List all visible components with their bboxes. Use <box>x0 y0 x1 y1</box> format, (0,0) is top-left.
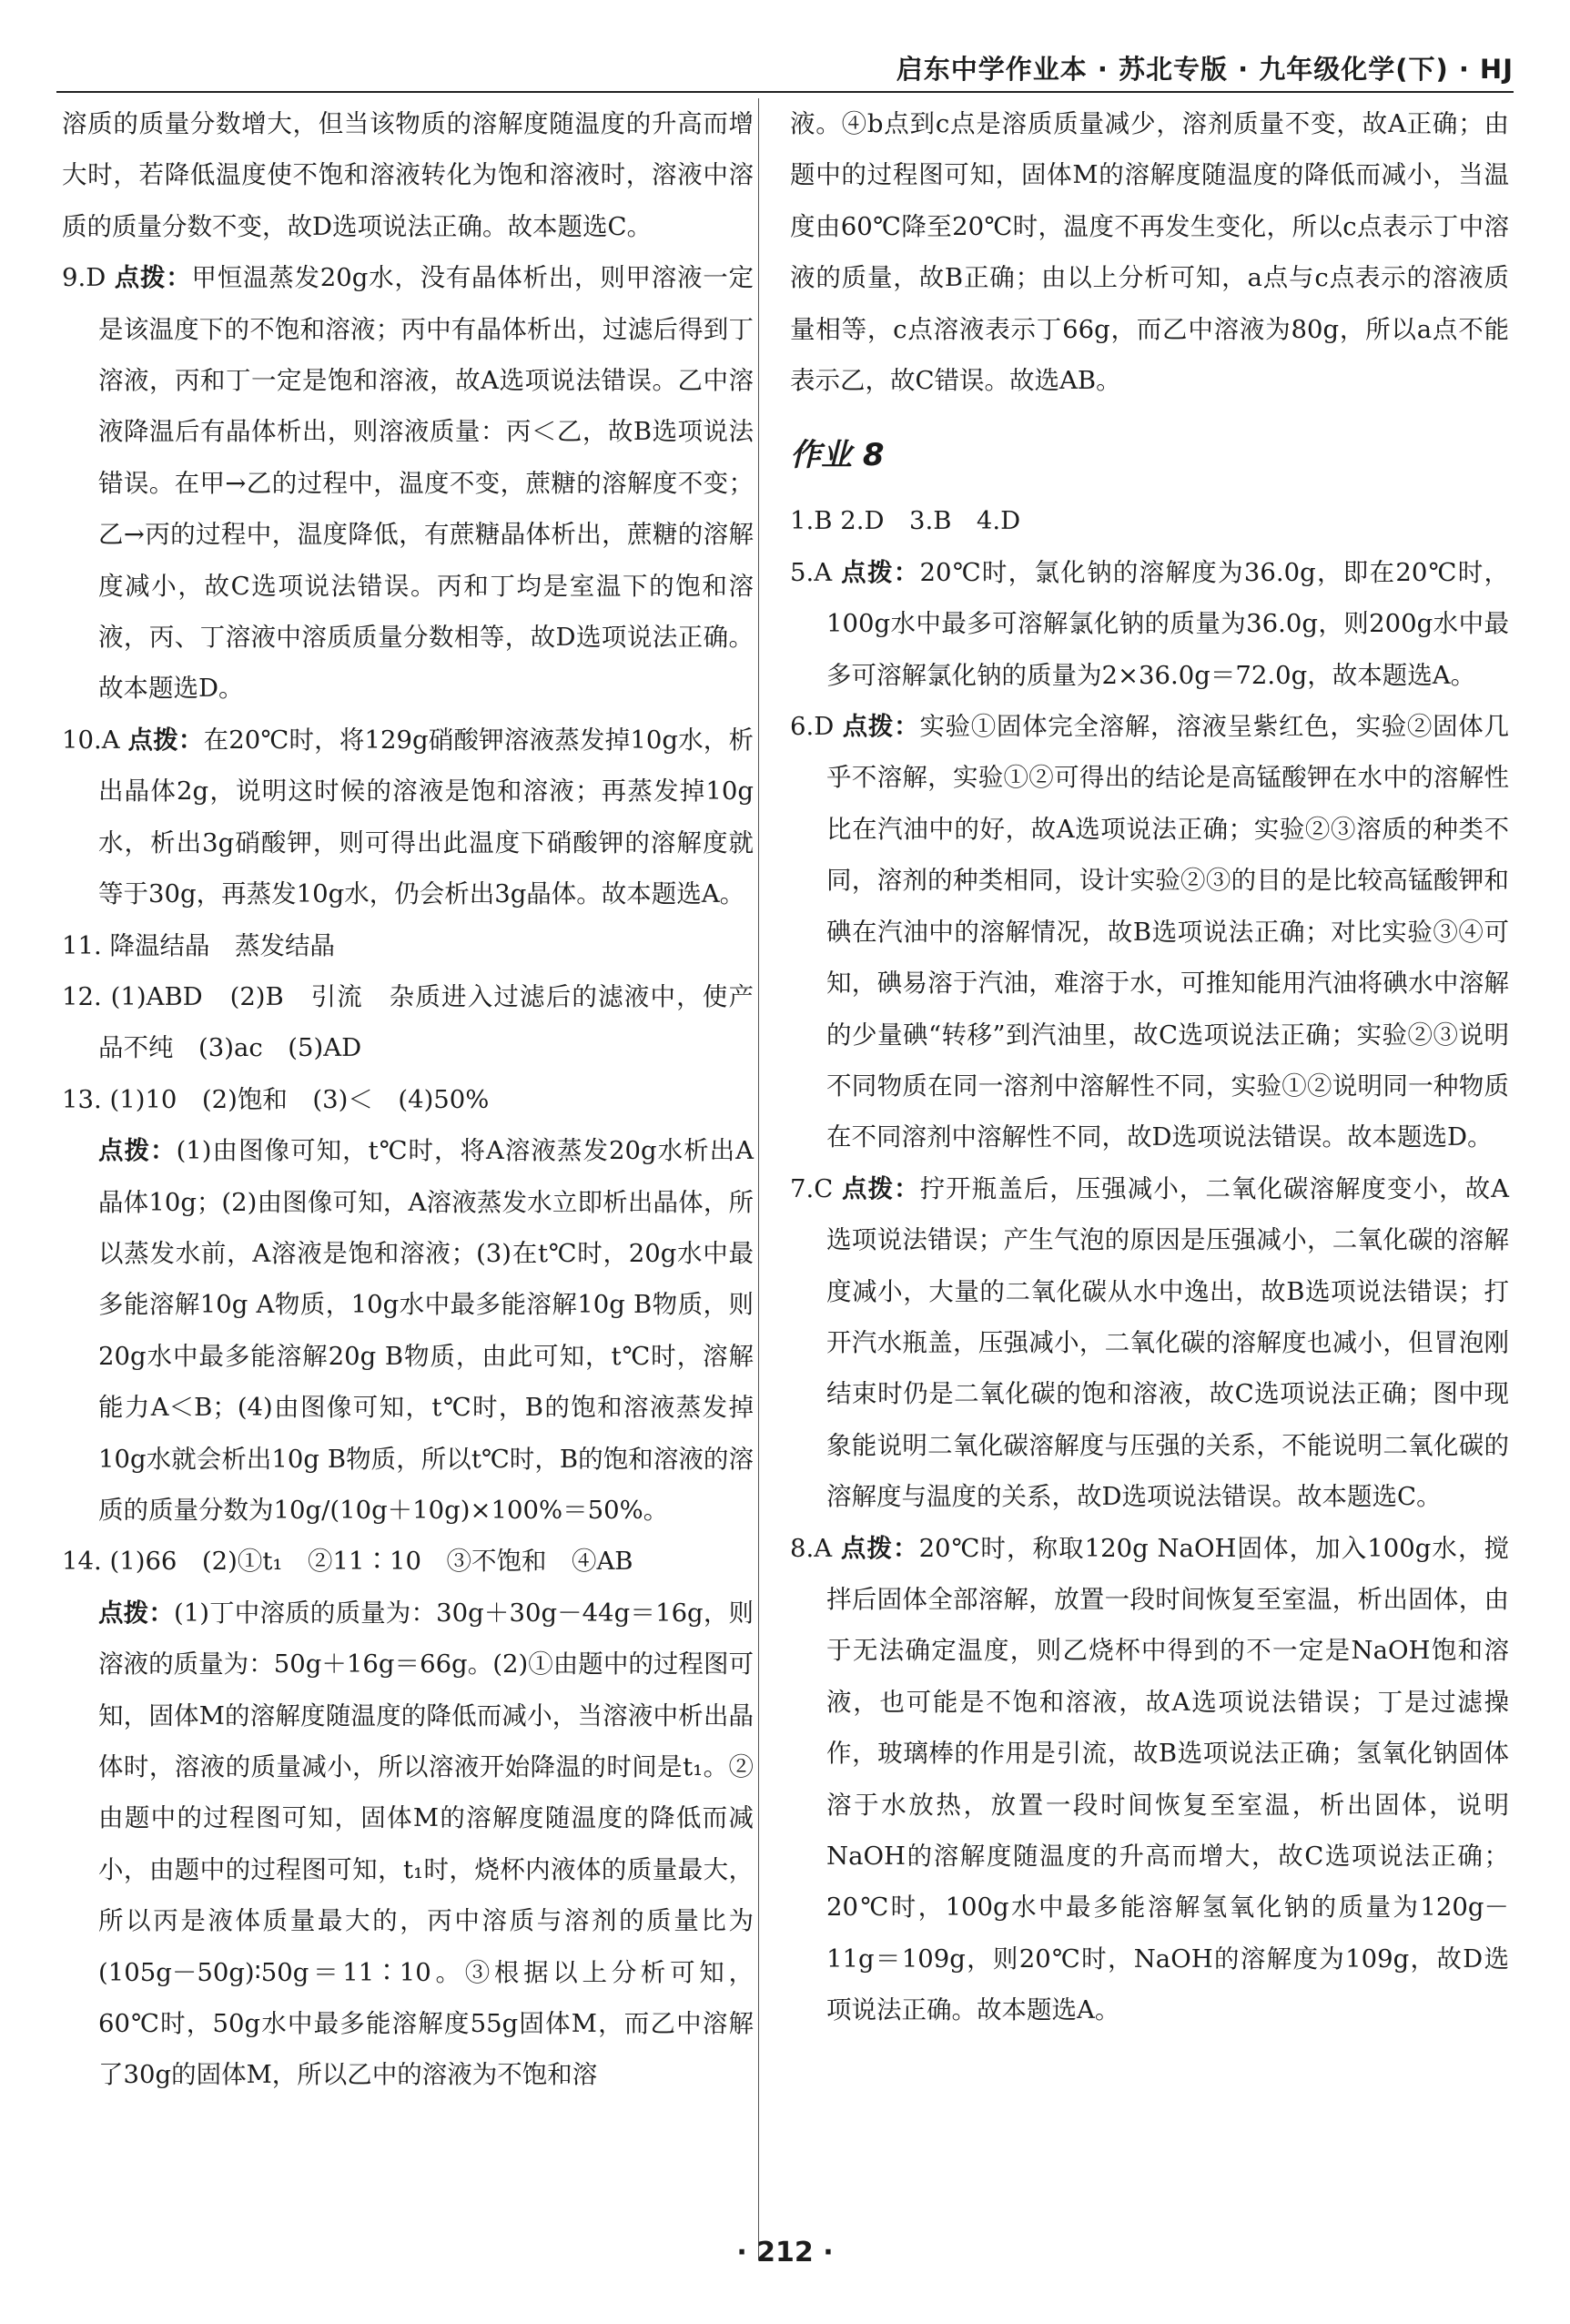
answer-item <box>790 495 1509 546</box>
answer-paragraph <box>62 98 754 252</box>
column-divider <box>758 98 759 2260</box>
hint-label: 点拨： <box>841 557 920 587</box>
page-number: · 212 · <box>736 2237 834 2268</box>
item-number: 1.B <box>790 506 833 536</box>
answer-text: (1)66 (2)①t₁ ②11∶10 ③不饱和 ④AB <box>109 1547 633 1577</box>
item-number: 8.A <box>790 1533 833 1563</box>
answer-text: 在20℃时，将129g硝酸钾溶液蒸发掉10g水，析出晶体2g，说明这时候的溶液是饱和溶液；再蒸发掉10g水，析出3g硝酸钾，则可得出此温度下硝酸钾的溶解度就等于30g，再蒸发10g水，仍会析出3g晶体。故本题选A。 <box>98 725 754 909</box>
answer-item <box>62 1536 754 1587</box>
hint-label: 点拨： <box>842 1173 920 1203</box>
item-number: 11. <box>62 930 102 960</box>
answer-paragraph <box>62 1588 754 2101</box>
answer-paragraph <box>62 1125 754 1536</box>
answer-item <box>62 252 754 715</box>
item-number: 5.A <box>790 557 833 587</box>
item-number: 10.A <box>62 725 120 755</box>
left-column <box>62 98 754 2101</box>
answer-text: (1)ABD (2)B 引流 杂质进入过滤后的滤液中，使产品不纯 (3)ac (5)AD <box>98 981 754 1063</box>
answer-text: 20℃时，称取120g NaOH固体，加入100g水，搅拌后固体全部溶解，放置一段时间恢复至室温，析出固体，由于无法确定温度，则乙烧杯中得到的不一定是NaOH饱和溶液，也可能是不饱和溶液，故A选项说法错误；丁是过滤操作，玻璃棒的作用是引流，故B选项说法正确；氢氧化钠固体溶于水放热，放置一段时间恢复至室温，析出固体，说明NaOH的溶解度随温度的升高而增大，故C选项说法正确；20℃时，100g水中最多能溶解氢氧化钠的质量为120g－11g＝109g，则20℃时，NaOH的溶解度为109g，故D选项说法正确。故本题选A。 <box>826 1533 1510 2025</box>
answer-text: 溶质的质量分数增大，但当该物质的溶解度随温度的升高而增大时，若降低温度使不饱和溶液转化为饱和溶液时，溶液中溶质的质量分数不变，故D选项说法正确。故本题选C。 <box>62 109 754 241</box>
answer-text: 降温结晶 蒸发结晶 <box>109 930 335 960</box>
answer-item <box>790 701 1509 1163</box>
item-number: 12. <box>62 981 102 1011</box>
answer-text: 2.D 3.B 4.D <box>840 506 1021 536</box>
item-number: 9.D <box>62 263 106 293</box>
answer-item <box>62 971 754 1074</box>
hint-label: 点拨： <box>127 725 204 755</box>
item-number: 14. <box>62 1547 102 1577</box>
answer-text: (1)10 (2)饱和 (3)＜ (4)50% <box>109 1084 490 1114</box>
answer-paragraph <box>790 98 1509 406</box>
item-number: 13. <box>62 1084 102 1114</box>
answer-text: (1)由图像可知，t℃时，将A溶液蒸发20g水析出A晶体10g；(2)由图像可知，A溶液蒸发水立即析出晶体，所以蒸发水前，A溶液是饱和溶液；(3)在t℃时，20g水中最多能溶解10g A物质，10g水中最多能溶解10g B物质，则20g水中最多能溶解20g B物质，由此可知，t℃时，溶解能力A＜B；(4)由图像可知，t℃时，B的饱和溶液蒸发掉10g水就会析出10g B物质，所以t℃时，B的饱和溶液的溶质的质量分数为10g/(10g＋10g)×100%＝50%。 <box>98 1136 754 1525</box>
answer-item <box>62 920 754 971</box>
answer-item <box>790 1163 1509 1523</box>
hint-label: 点拨： <box>98 1136 177 1166</box>
answer-item <box>790 547 1509 701</box>
item-number: 7.C <box>790 1173 834 1203</box>
answer-text: 拧开瓶盖后，压强减小，二氧化碳溶解度变小，故A选项说法错误；产生气泡的原因是压强减小，二氧化碳的溶解度减小，大量的二氧化碳从水中逸出，故B选项说法错误；打开汽水瓶盖，压强减小，二氧化碳的溶解度也减小，但冒泡刚结束时仍是二氧化碳的饱和溶液，故C选项说法正确；图中现象能说明二氧化碳溶解度与压强的关系，不能说明二氧化碳的溶解度与温度的关系，故D选项说法错误。故本题选C。 <box>826 1173 1509 1512</box>
answer-item <box>62 1074 754 1125</box>
right-column <box>790 98 1509 2036</box>
hint-label: 点拨： <box>98 1598 174 1628</box>
answer-text: 20℃时，氯化钠的溶解度为36.0g，即在20℃时，100g水中最多可溶解氯化钠的质量为36.0g，则200g水中最多可溶解氯化钠的质量为2×36.0g＝72.0g，故本题选A。 <box>826 557 1509 690</box>
answer-text: 液。④b点到c点是溶质质量减少，溶剂质量不变，故A正确；由题中的过程图可知，固体M的溶解度随温度的降低而减小，当温度由60℃降至20℃时，温度不再发生变化，所以c点表示丁中溶液的质量，故B正确；由以上分析可知，a点与c点表示的溶液质量相等，c点溶液表示丁66g，而乙中溶液为80g，所以a点不能表示乙，故C错误。故选AB。 <box>790 109 1509 396</box>
answer-item <box>790 1523 1509 2036</box>
item-number: 6.D <box>790 712 835 742</box>
answer-text: 实验①固体完全溶解，溶液呈紫红色，实验②固体几乎不溶解，实验①②可得出的结论是高锰酸钾在水中的溶解性比在汽油中的好，故A选项说法正确；实验②③溶质的种类不同，溶剂的种类相同，设计实验②③的目的是比较高锰酸钾和碘在汽油中的溶解情况，故B选项说法正确；对比实验③④可知，碘易溶于汽油，难溶于水，可推知能用汽油将碘水中溶解的少量碘“转移”到汽油里，故C选项说法正确；实验②③说明不同物质在同一溶剂中溶解性不同，实验①②说明同一种物质在不同溶剂中溶解性不同，故D选项说法错误。故本题选D。 <box>826 712 1510 1152</box>
answer-text: 甲恒温蒸发20g水，没有晶体析出，则甲溶液一定是该温度下的不饱和溶液；丙中有晶体析出，过滤后得到丁溶液，丙和丁一定是饱和溶液，故A选项说法错误。乙中溶液降温后有晶体析出，则溶液质量：丙＜乙，故B选项说法错误。在甲→乙的过程中，温度不变，蔗糖的溶解度不变；乙→丙的过程中，温度降低，有蔗糖晶体析出，蔗糖的溶解度减小，故C选项说法错误。丙和丁均是室温下的饱和溶液，丙、丁溶液中溶质质量分数相等，故D选项说法正确。故本题选D。 <box>98 263 754 704</box>
answer-item <box>62 715 754 920</box>
running-header: 启东中学作业本 · 苏北专版 · 九年级化学(下) · HJ <box>56 47 1514 93</box>
hint-label: 点拨： <box>842 712 920 742</box>
hint-label: 点拨： <box>114 263 192 293</box>
section-title: 作业 8 <box>790 437 885 474</box>
answer-text: (1)丁中溶质的质量为：30g＋30g－44g＝16g，则溶液的质量为：50g＋16g＝66g。(2)①由题中的过程图可知，固体M的溶解度随温度的降低而减小，当溶液中析出晶体时，溶液的质量减小，所以溶液开始降温的时间是t₁。②由题中的过程图可知，固体M的溶解度随温度的降低而减小，由题中的过程图可知，t₁时，烧杯内液体的质量最大，所以丙是液体质量最大的，丙中溶质与溶剂的质量比为(105g－50g)∶50g＝11∶10。③根据以上分析可知，60℃时，50g水中最多能溶解度55g固体M，而乙中溶解了30g的固体M，所以乙中的溶液为不饱和溶 <box>98 1598 754 2090</box>
hint-label: 点拨： <box>840 1533 919 1563</box>
